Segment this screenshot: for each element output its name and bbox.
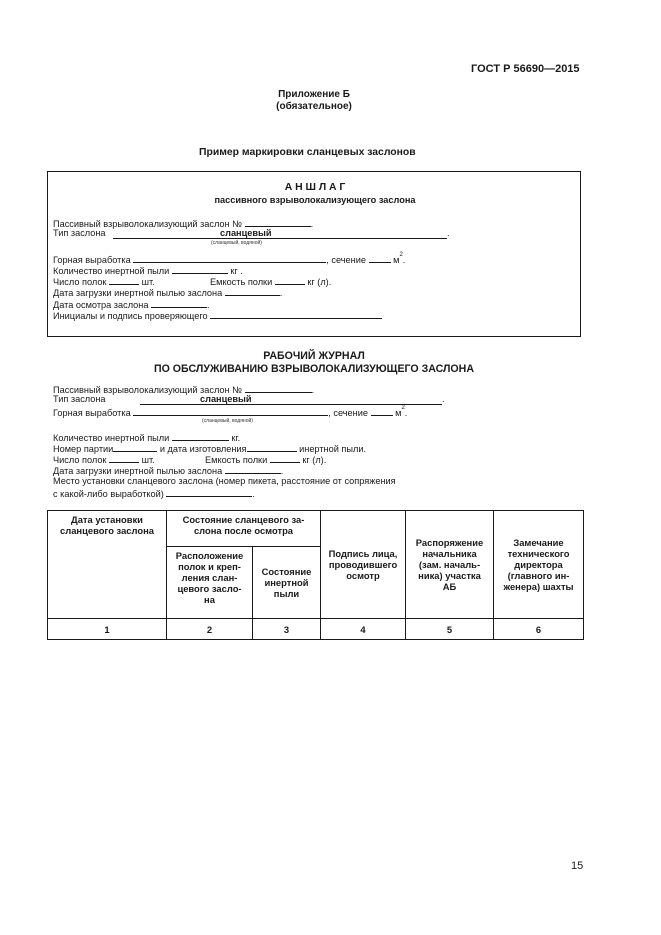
- stamp-capacity-label: Емкость полки: [210, 277, 273, 287]
- stamp-type-label: Тип заслона: [53, 228, 106, 238]
- column-number: 1: [48, 619, 167, 640]
- stamp-mine-working-label: Горная выработка: [53, 255, 131, 265]
- journal-mine-working-row: Горная выработка , сечение $м^2$.: [53, 405, 408, 418]
- journal-load-date-field[interactable]: [225, 464, 281, 474]
- stamp-section-field[interactable]: [369, 253, 391, 263]
- journal-manufacture-date-label: и дата изготовления: [159, 444, 247, 454]
- stamp-dust-amount-label: Количество инертной пыли: [53, 266, 170, 276]
- journal-capacity-label: Емкость полки: [205, 455, 268, 465]
- stamp-load-date-field[interactable]: [225, 286, 280, 296]
- stamp-capacity-field[interactable]: [275, 275, 305, 285]
- stamp-inspector-field[interactable]: [210, 309, 382, 319]
- journal-batch-field[interactable]: [113, 442, 157, 452]
- stamp-barrier-number: Пассивный взрыволокализующий заслон № .: [53, 219, 314, 229]
- stamp-mine-working-row: Горная выработка , сечение $м^2$.: [53, 252, 406, 265]
- column-number: 3: [253, 619, 321, 640]
- column-number: 2: [167, 619, 253, 640]
- journal-title: РАБОЧИЙ ЖУРНАЛ: [263, 350, 365, 362]
- stamp-load-date-label: Дата загрузки инертной пылью заслона: [53, 288, 223, 298]
- stamp-inspection-date-field[interactable]: [151, 298, 207, 308]
- header-shelves-placement: Расположение полок и креп- ления слан- цевого засло- на: [167, 547, 253, 619]
- section-title: Пример маркировки сланцевых заслонов: [199, 147, 416, 158]
- journal-capacity-unit: кг (л).: [302, 455, 327, 465]
- journal-type-field[interactable]: [140, 394, 442, 405]
- journal-barrier-number-label: Пассивный взрыволокализующий заслон №: [53, 385, 243, 395]
- journal-dust-amount-unit: кг.: [231, 433, 241, 443]
- header-install-date: Дата установки сланцевого заслона: [48, 511, 167, 619]
- stamp-shelves-field[interactable]: [109, 275, 139, 285]
- journal-type-hint: (сланцевый, водяной): [202, 418, 253, 424]
- column-number: 4: [321, 619, 406, 640]
- stamp-type-row: [53, 228, 106, 239]
- column-number: 5: [406, 619, 494, 640]
- stamp-mine-working-field[interactable]: [133, 253, 326, 263]
- standard-number: ГОСТ Р 56690—2015: [471, 63, 580, 75]
- stamp-type-value: сланцевый: [220, 228, 272, 238]
- stamp-dust-amount-unit: кг .: [230, 266, 243, 276]
- stamp-barrier-number-field[interactable]: [245, 217, 311, 227]
- journal-shelves-label: Число полок: [53, 455, 107, 465]
- journal-batch-label: Номер партии: [53, 444, 114, 454]
- journal-load-date-row: Дата загрузки инертной пылью заслона .: [53, 466, 284, 476]
- journal-dust-amount-label: Количество инертной пыли: [53, 433, 170, 443]
- stamp-section-label: , сечение: [326, 255, 366, 265]
- journal-mine-working-field[interactable]: [133, 406, 328, 416]
- header-technical-director-remark: Замечание технического директора (главного ин- женера) шахты: [494, 511, 584, 619]
- journal-section-unit: м: [395, 408, 402, 418]
- header-barrier-state: Состояние сланцевого за- слона после осмотра: [167, 511, 321, 547]
- stamp-barrier-number-label: Пассивный взрыволокализующий заслон №: [53, 219, 243, 229]
- journal-capacity-field[interactable]: [270, 453, 300, 463]
- header-dust-state: Состояние инертной пыли: [253, 547, 321, 619]
- journal-location-row: Место установки сланцевого заслона (номер пикета, расстояние от сопряжения: [53, 476, 396, 486]
- journal-inert-dust-label: инертной пыли.: [299, 444, 367, 454]
- stamp-inspector-label: Инициалы и подпись проверяющего: [53, 311, 208, 321]
- journal-location-cont-row: с какой-либо выработкой) .: [53, 489, 255, 499]
- journal-load-date-label: Дата загрузки инертной пылью заслона: [53, 466, 223, 476]
- journal-shelves-unit: шт.: [141, 455, 155, 465]
- stamp-inspection-date-label: Дата осмотра заслона: [53, 300, 149, 310]
- journal-location-cont-label: с какой-либо выработкой): [53, 489, 164, 499]
- journal-barrier-number-field[interactable]: [245, 383, 312, 393]
- stamp-inspection-date-row: Дата осмотра заслона .: [53, 300, 210, 310]
- stamp-type-field[interactable]: [113, 228, 447, 239]
- journal-type-row: [53, 394, 106, 405]
- stamp-title: А Н Ш Л А Г: [284, 182, 346, 193]
- column-numbers-row: [48, 619, 584, 640]
- stamp-dust-amount-field[interactable]: [172, 264, 228, 274]
- journal-shelves-field[interactable]: [109, 453, 139, 463]
- stamp-capacity-unit: кг (л).: [307, 277, 332, 287]
- stamp-shelves-unit: шт.: [141, 277, 155, 287]
- header-section-chief-order: Распоряжение начальника (зам. началь- ника) участка АБ: [406, 511, 494, 619]
- journal-dust-amount-field[interactable]: [172, 431, 229, 441]
- journal-barrier-number-row: Пассивный взрыволокализующий заслон № .: [53, 385, 315, 395]
- stamp-subtitle: пассивного взрыволокализующего заслона: [214, 195, 416, 205]
- appendix-status: (обязательное): [276, 101, 352, 112]
- journal-type-label: Тип заслона: [53, 394, 106, 404]
- journal-section-label: , сечение: [328, 408, 368, 418]
- journal-section-unit-sup: 2: [401, 405, 405, 411]
- stamp-shelves-label: Число полок: [53, 277, 107, 287]
- journal-type-value: сланцевый: [200, 394, 252, 404]
- header-inspector-signature: Подпись лица, проводившего осмотр: [321, 511, 406, 619]
- journal-section-field[interactable]: [371, 406, 393, 416]
- journal-table: [47, 510, 584, 640]
- stamp-type-hint: (сланцевый, водяной): [211, 240, 262, 246]
- journal-subtitle: ПО ОБСЛУЖИВАНИЮ ВЗРЫВОЛОКАЛИЗУЮЩЕГО ЗАСЛОНА: [154, 363, 474, 375]
- stamp-section-unit-sup: 2: [399, 252, 403, 258]
- page-number: 15: [571, 860, 584, 872]
- journal-manufacture-date-field[interactable]: [247, 442, 297, 452]
- journal-mine-working-label: Горная выработка: [53, 408, 131, 418]
- stamp-load-date-row: Дата загрузки инертной пылью заслона .: [53, 288, 283, 298]
- stamp-section-unit: м: [393, 255, 400, 265]
- stamp-inspector-row: [53, 309, 382, 322]
- journal-location-field[interactable]: [166, 487, 252, 497]
- column-number: 6: [494, 619, 584, 640]
- appendix-title: Приложение Б: [278, 89, 350, 100]
